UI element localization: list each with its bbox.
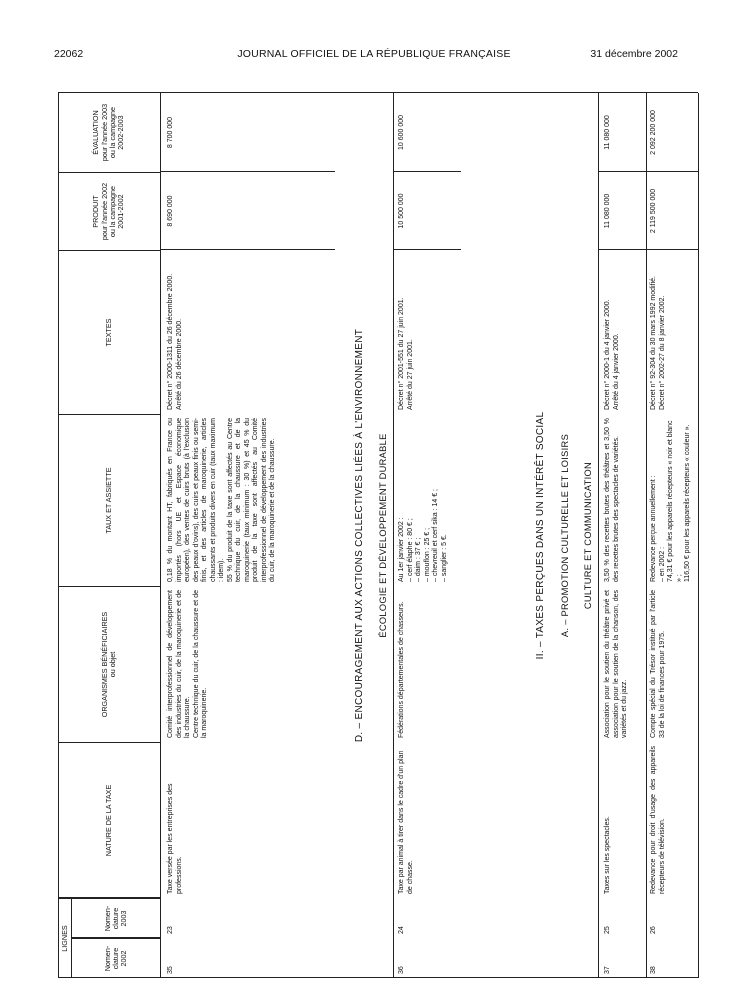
textes-header-label: TEXTES	[103, 318, 113, 347]
row-35-evaluation: 8 700 000	[167, 116, 174, 149]
row-36-organismes: Fédérations départementales de chasseurs.	[398, 601, 405, 738]
row-36-nature: Taxe par animal à tirer dans le cadre d'un plan de chasse.	[398, 750, 414, 894]
row-38-n2002: 38	[650, 966, 657, 974]
nomenclature-2003-header: Nomen- clature 2003	[72, 898, 160, 938]
section-d-subtitle: ÉCOLOGIE ET DÉVELOPPEMENT DURABLE	[378, 433, 388, 638]
organismes-header-sub: ou objet	[108, 651, 117, 678]
row-37-top-rule	[598, 93, 599, 978]
n2002-rule	[72, 937, 160, 938]
table-top-rule	[58, 93, 59, 978]
row-37-produit: 11 080 000	[604, 193, 611, 229]
organismes-header-label: ORGANISMES BÉNÉFICIAIRES	[99, 611, 109, 718]
row-35-n2003: 23	[167, 926, 174, 934]
issue-date: 31 décembre 2002	[590, 48, 678, 60]
section-a-subtitle: CULTURE ET COMMUNICATION	[583, 461, 593, 610]
row-35-organismes: Comité interprofessionnel de développement des industries du cuir, de la maroquinerie et de la chaussure. Centre technique du cuir, de la chaussure et de la maroquinerie.	[167, 590, 209, 738]
lignes-header: LIGNES	[58, 898, 72, 978]
tax-table	[58, 93, 698, 978]
row-36-textes: Décret n° 2001-551 du 27 juin 2001. Arrêté du 27 juin 2001.	[398, 297, 414, 410]
taux-header	[58, 414, 160, 586]
row-38-evaluation: 2 092 200 000	[650, 110, 657, 155]
produit-rule-1	[160, 249, 335, 250]
row-38-nature: Redevance pour droit d'usage des appareils récepteurs de télévision.	[650, 746, 666, 894]
row-37-nature: Taxes sur les spectacles.	[604, 816, 611, 894]
row-35-textes: Décret n° 2000-1311 du 26 décembre 2000. Arrêté du 26 décembre 2000.	[167, 273, 183, 410]
row-35-taux: 0,18 % du montant HT, fabriqués en France ou importés (hors UE et Espace économique européen), des ventes de cuirs bruts (à l'exclusion des peaux d'ovins), des cuirs et peaux finis ou semi-finis, et des articles de maroquinerie, articles chaussants et produits divers en cuir (taux maximum : idem). 55 % du produit de la taxe sont affectés au Centre technique du cuir, de la chaussure et de la maroquinerie (taux minimum : 30 %) et 45 % du produit de la taxe sont affectés au Comité interprofessionnel de développement des industries du cuir, de la maroquinerie et de la chaussure.	[167, 418, 277, 582]
row-36-taux: Au 1er janvier 2002 : – cerf élaphe : 80 € ; – daim : 37 € ; – mouflon : 25 € ; – chevreuil et cerf sika : 14 € ; – sanglier : 5 €.	[398, 489, 448, 582]
row-38-taux: Redevance perçue annuellement : – en 2002 : 74,31 € pour les appareils récepteurs « noir et blanc » ; 116,50 € pour les appareils récepteurs « couleur ».	[650, 420, 692, 582]
row-36-top-rule	[393, 93, 394, 978]
row-38-top-rule	[646, 93, 647, 978]
row-36-n2003: 24	[398, 926, 405, 934]
row-37-evaluation: 11 080 000	[604, 115, 611, 150]
page-number: 22062	[54, 48, 84, 60]
row-35-n2002: 35	[167, 966, 174, 974]
nomenclature-2002-header: Nomen- clature 2002	[72, 938, 160, 978]
row-37-n2002: 37	[604, 966, 611, 974]
table-bottom-rule	[698, 93, 699, 978]
page-header	[0, 44, 748, 64]
nature-header	[58, 742, 160, 898]
textes-header	[58, 250, 160, 414]
evaluation-rule-1	[160, 171, 335, 172]
row-37-n2003: 25	[604, 926, 611, 934]
produit-header: PRODUIT pour l'année 2002 ou la campagne 2001-2002	[58, 172, 160, 250]
n2003-rule	[58, 897, 160, 898]
row-38-n2003: 26	[650, 926, 657, 934]
evaluation-rule-3	[598, 171, 698, 172]
row-37-taux: 3,50 % des recettes brutes des théâtres et 3,50 % des recettes brutes des spectacles de variétés.	[604, 418, 620, 582]
section-a-title: A. – PROMOTION CULTURELLE ET LOISIRS	[560, 433, 570, 638]
row-36-produit: 10 500 000	[398, 193, 405, 229]
section-d-title: D. – ENCOURAGEMENT AUX ACTIONS COLLECTIVES LIÉES À L'ENVIRONNEMENT	[354, 328, 365, 743]
row-35-nature: Taxe versée par les entreprises des professions.	[167, 783, 183, 894]
row-38-organismes: Compte spécial du Trésor institué par l'article 33 de la loi de finances pour 1975.	[650, 590, 666, 738]
row-37-textes: Décret n° 2000-1 du 4 janvier 2000. Arrêté du 4 janvier 2000.	[604, 299, 620, 410]
row-38-textes: Décret n° 92-304 du 30 mars 1992 modifié. Décret n° 2002-27 du 8 janvier 2002.	[650, 276, 666, 410]
nature-header-label: NATURE DE LA TAXE	[103, 784, 113, 857]
row-35-produit: 8 690 000	[167, 195, 174, 227]
organismes-header	[58, 586, 160, 742]
taux-header-label: TAUX ET ASSIETTE	[103, 467, 113, 534]
row-36-n2002: 36	[398, 966, 405, 974]
header-bottom-rule	[160, 93, 161, 978]
evaluation-header: ÉVALUATION pour l'année 2003 ou la campagne 2002-2003	[91, 103, 126, 162]
row-38-produit: 2 119 500 000	[650, 188, 657, 234]
section-ii-title: II. – TAXES PERÇUES DANS UN INTÉRÊT SOCIAL	[535, 411, 546, 660]
journal-title: JOURNAL OFFICIEL DE LA RÉPUBLIQUE FRANÇAISE	[237, 48, 511, 60]
row-36-evaluation: 10 600 000	[398, 114, 405, 151]
row-37-organismes: Association pour le soutien du théâtre privé et association pour le soutien de la chanson, des variétés et du jazz.	[604, 590, 629, 738]
